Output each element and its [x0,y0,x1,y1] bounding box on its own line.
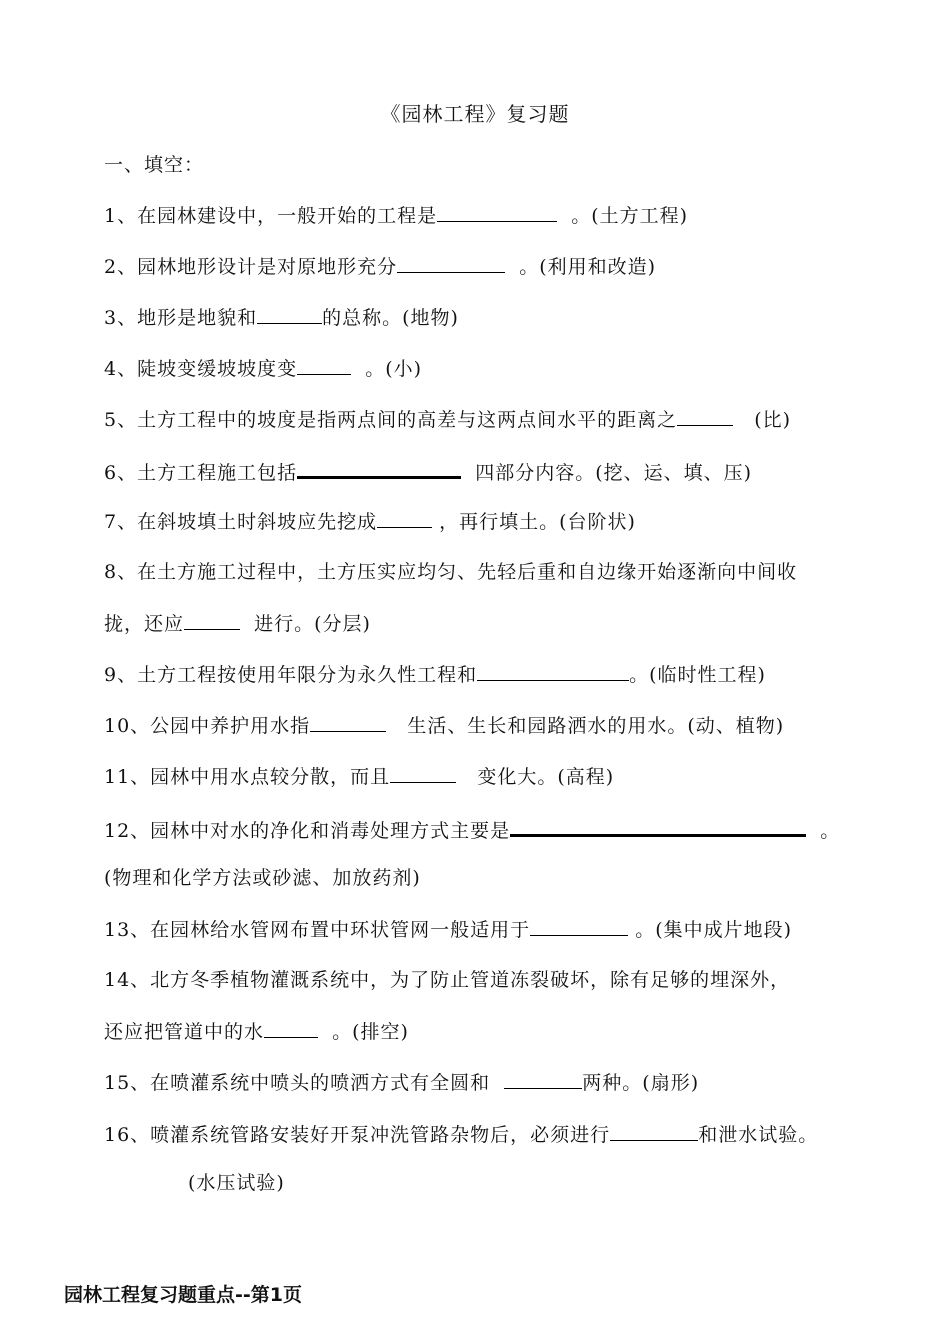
question-12-answer: (物理和化学方法或砂滤、加放药剂) [104,867,421,889]
question-11: 11、园林中用水点较分散，而且 变化大。(高程) [104,760,614,790]
question-16: 16、喷灌系统管路安装好开泵冲洗管路杂物后，必须进行 和泄水试验。 [104,1118,818,1148]
question-12: 12、园林中对水的净化和消毒处理方式主要是 。 [104,812,840,842]
question-10: 10、公园中养护用水指 生活、生长和园路洒水的用水。(动、植物) [104,709,784,739]
question-1: 1、在园林建设中，一般开始的工程是 。(土方工程) [104,199,688,229]
section-heading: 一、填空： [104,154,205,176]
question-3: 3、地形是地貌和 的总称。(地物) [104,301,459,331]
question-7: 7、在斜坡填土时斜坡应先挖成 ，再行填土。(台阶状) [104,505,636,535]
question-2: 2、园林地形设计是对原地形充分 。(利用和改造) [104,250,656,280]
question-5: 5、土方工程中的坡度是指两点间的高差与这两点间水平的距离之 (比) [104,403,791,433]
question-6: 6、土方工程施工包括 四部分内容。(挖、运、填、压) [104,454,752,484]
question-13: 13、在园林给水管网布置中环状管网一般适用于 。(集中成片地段) [104,913,792,943]
question-14-continued: 还应把管道中的水 。(排空) [104,1015,409,1045]
page-footer: 园林工程复习题重点--第1页 [64,1284,302,1306]
question-14: 14、北方冬季植物灌溉系统中，为了防止管道冻裂破坏，除有足够的埋深外， [104,969,791,991]
question-9: 9、土方工程按使用年限分为永久性工程和 。(临时性工程) [104,658,766,688]
question-16-answer: (水压试验) [188,1172,285,1194]
question-8-continued: 拢，还应 进行。(分层) [104,607,371,637]
question-8: 8、在土方施工过程中，土方压实应均匀、先轻后重和自边缘开始逐渐向中间收 [104,561,798,583]
page-title: 《园林工程》复习题 [380,102,570,126]
question-4: 4、陡坡变缓坡坡度变 。(小) [104,352,422,382]
question-15: 15、在喷灌系统中喷头的喷洒方式有全圆和 两种。(扇形) [104,1066,699,1096]
